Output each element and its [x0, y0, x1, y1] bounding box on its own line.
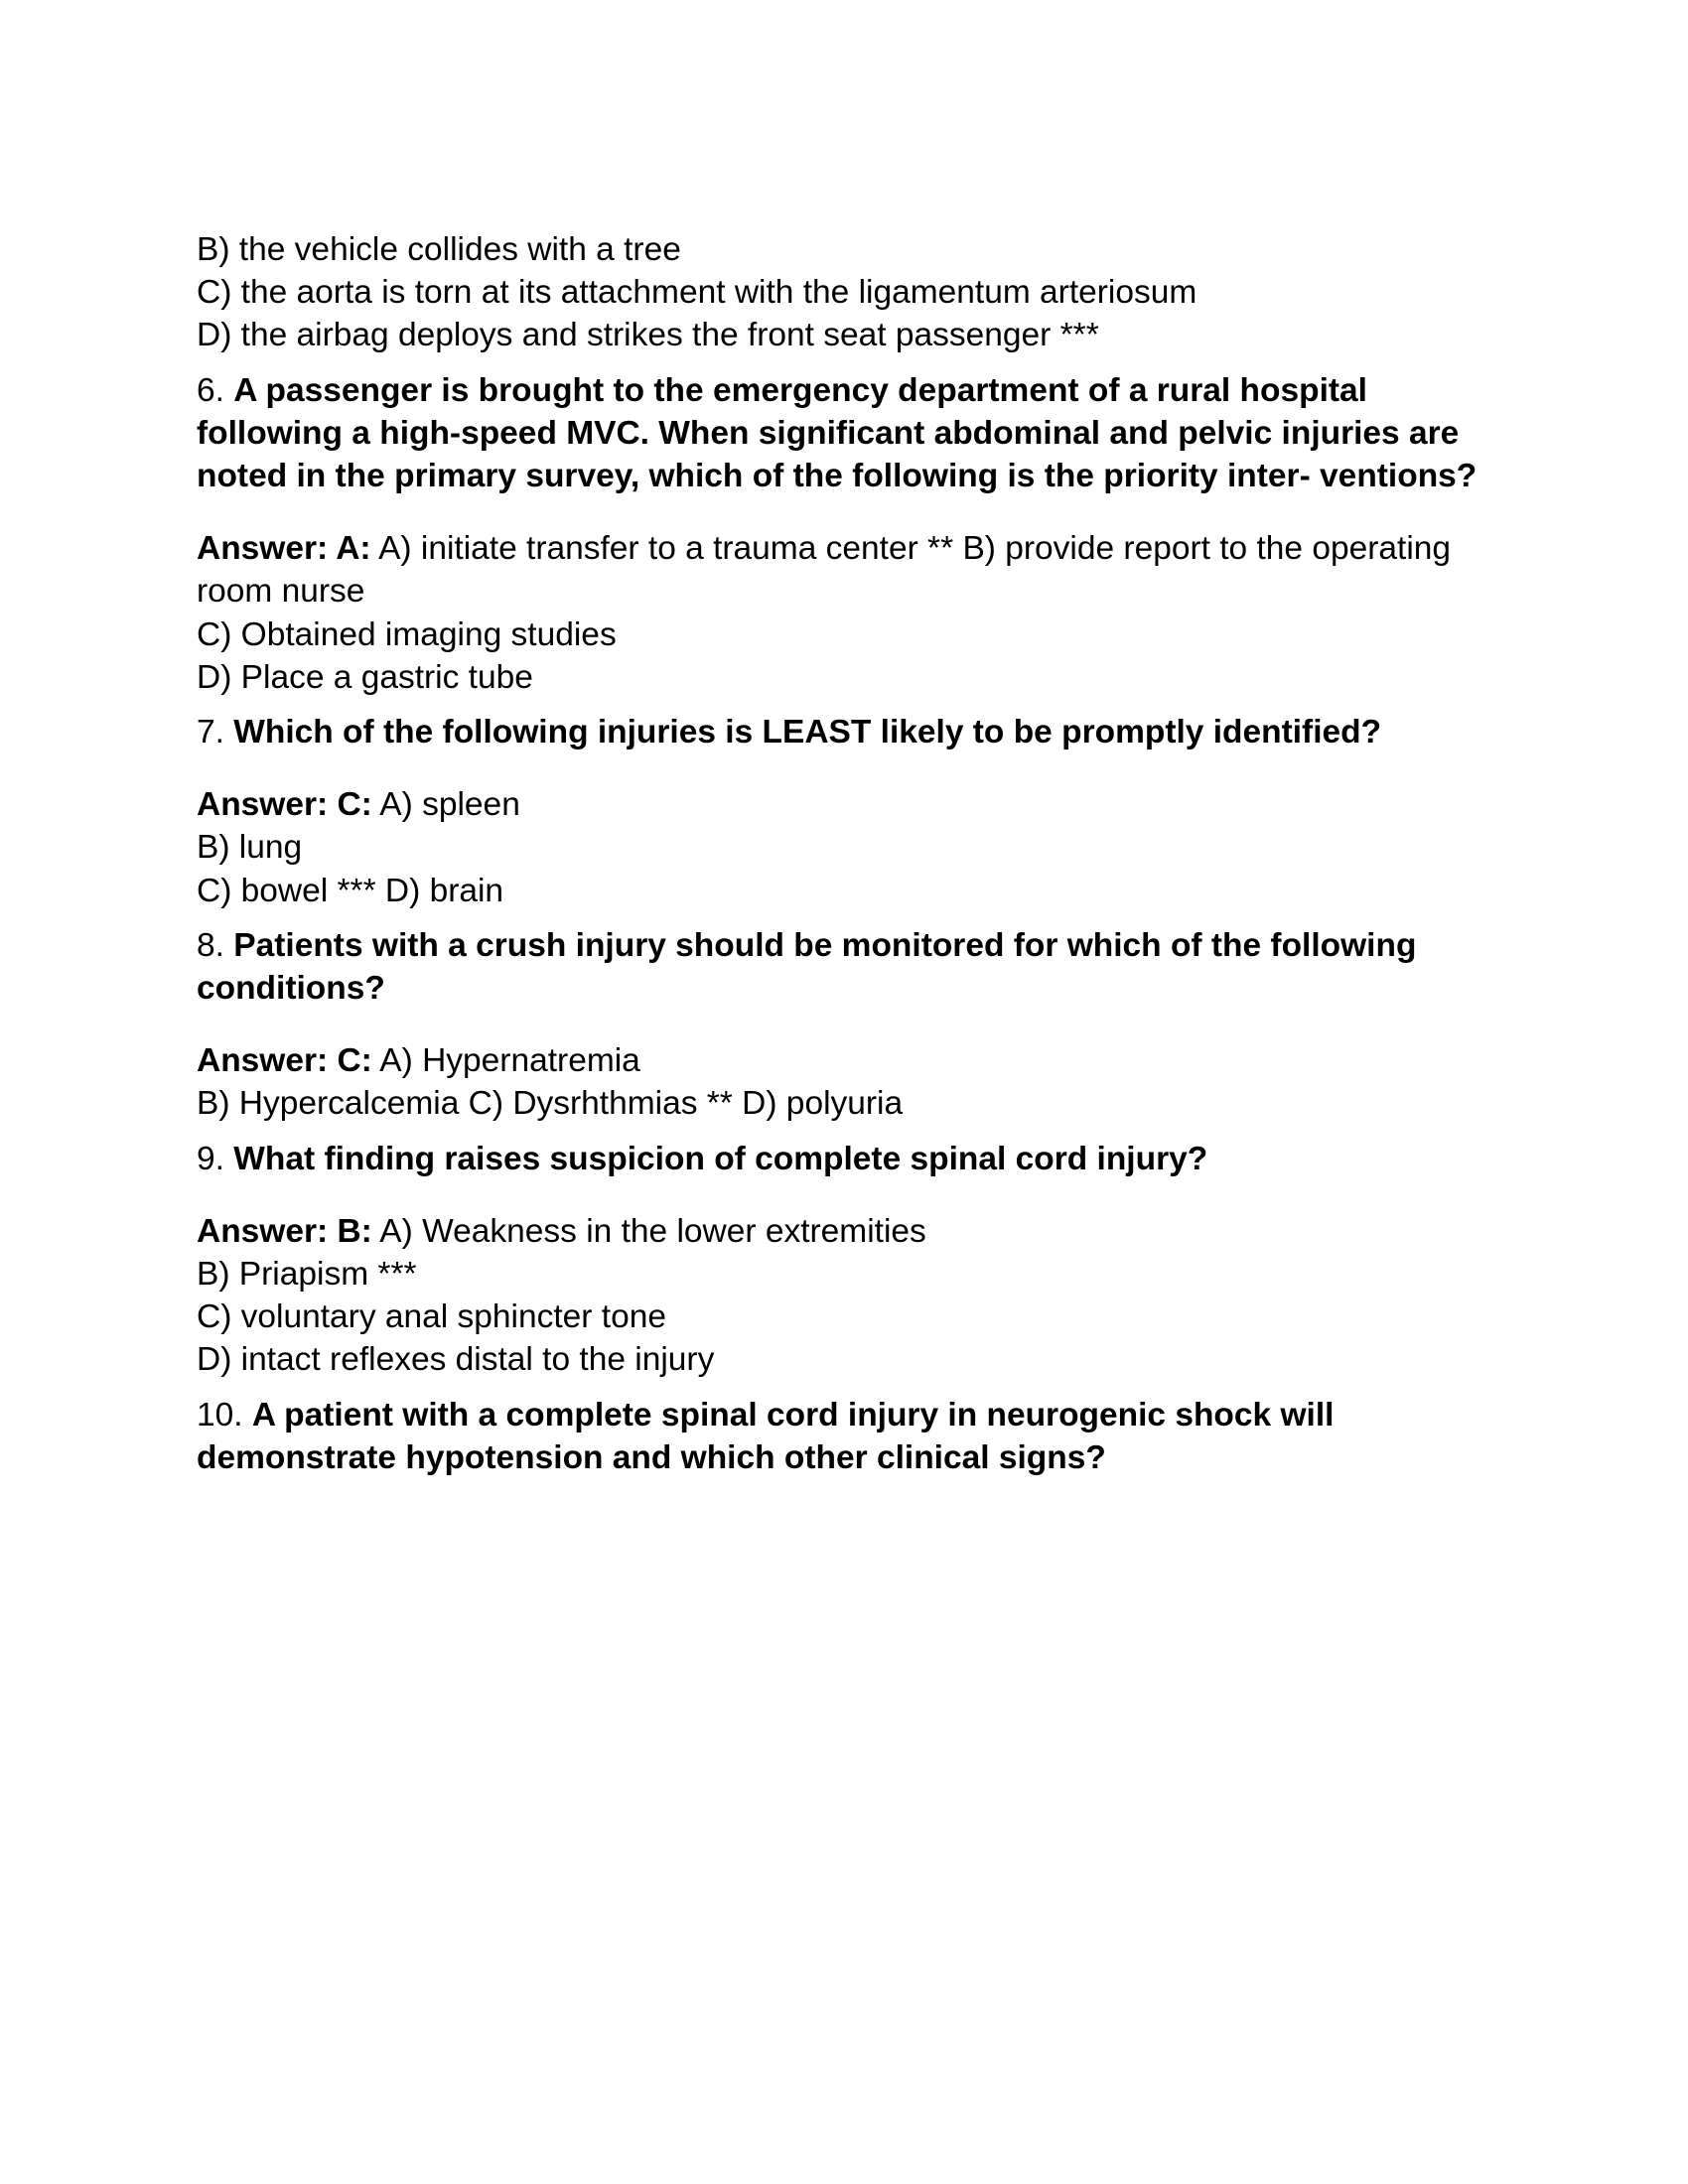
- question-text: What finding raises suspicion of complete spinal cord injury?: [233, 1140, 1208, 1177]
- question-text: Which of the following injuries is LEAST likely to be promptly identified?: [233, 714, 1382, 751]
- question-number: 9.: [197, 1140, 224, 1177]
- answer-item: [197, 783, 1479, 912]
- option-line: C) Obtained imaging studies: [197, 615, 617, 653]
- option-line: C) bowel *** D) brain: [197, 872, 504, 909]
- question-number: 7.: [197, 714, 224, 751]
- question-number: 8.: [197, 926, 224, 964]
- question-item: [197, 1394, 1479, 1479]
- question-text: A patient with a complete spinal cord injury in neurogenic shock will demonstrate hypotension and which other clinical signs?: [197, 1396, 1343, 1476]
- option-line: D) intact reflexes distal to the injury: [197, 1341, 715, 1379]
- question-text: Patients with a crush injury should be monitored for which of the following conditions?: [197, 926, 1426, 1008]
- answer-text: A) Weakness in the lower extremities: [379, 1212, 926, 1250]
- option-line: B) the vehicle collides with a tree: [197, 231, 681, 268]
- spacer: [197, 1126, 1479, 1138]
- spacer: [197, 357, 1479, 369]
- option-line: B) Priapism ***: [197, 1256, 417, 1294]
- answer-label: Answer: A:: [197, 530, 371, 568]
- question-number: 10.: [197, 1396, 243, 1433]
- answer-item: [197, 527, 1479, 699]
- answer-item: [197, 1210, 1479, 1382]
- answer-text: A) initiate transfer to a trauma center ** B) provide report to the operating room nurse: [197, 530, 1461, 611]
- answer-text: A) Hypernatremia: [379, 1042, 640, 1080]
- answer-first-line: [197, 1039, 1479, 1082]
- question-text: A passenger is brought to the emergency department of a rural hospital following a high-speed MVC. When significant abdominal and pelvic injuries are noted in the primary survey, which of the following is the priority inter- ventions?: [197, 371, 1477, 495]
- answer-label: Answer: B:: [197, 1212, 372, 1250]
- answer-label: Answer: C:: [197, 1042, 372, 1080]
- question-item: [197, 369, 1479, 498]
- spacer: [197, 1010, 1479, 1039]
- spacer: [197, 497, 1479, 527]
- option-line: D) Place a gastric tube: [197, 658, 533, 696]
- option-list-continuation: [197, 228, 1479, 357]
- document-body: [197, 228, 1479, 1479]
- answer-first-line: [197, 783, 1479, 826]
- answer-text: A) spleen: [379, 786, 520, 824]
- spacer: [197, 699, 1479, 711]
- question-item: [197, 924, 1479, 1010]
- spacer: [197, 753, 1479, 783]
- option-line: B) Hypercalcemia C) Dysrhthmias ** D) polyuria: [197, 1085, 904, 1123]
- question-item: [197, 1138, 1479, 1180]
- question-number: 6.: [197, 371, 224, 409]
- answer-first-line: [197, 1210, 1479, 1253]
- answer-item: [197, 1039, 1479, 1125]
- spacer: [197, 1382, 1479, 1394]
- spacer: [197, 1180, 1479, 1210]
- question-item: [197, 711, 1479, 753]
- option-line: B) lung: [197, 829, 303, 867]
- answer-first-line: [197, 527, 1479, 613]
- option-line: C) voluntary anal sphincter tone: [197, 1298, 666, 1336]
- option-line: D) the airbag deploys and strikes the front seat passenger ***: [197, 317, 1099, 354]
- option-line: C) the aorta is torn at its attachment with the ligamentum arteriosum: [197, 274, 1197, 312]
- answer-label: Answer: C:: [197, 786, 372, 824]
- spacer: [197, 912, 1479, 924]
